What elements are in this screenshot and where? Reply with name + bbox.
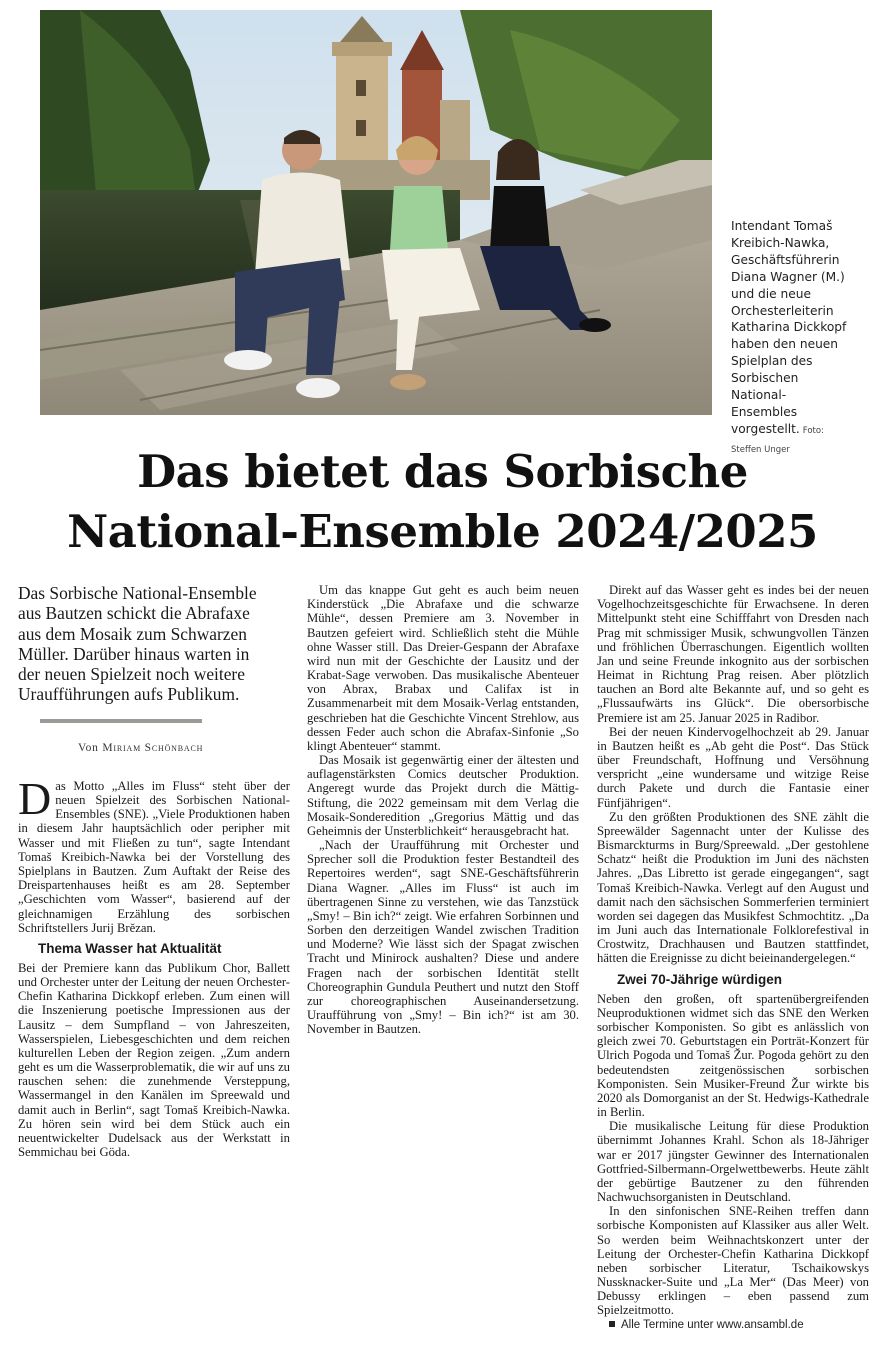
article-paragraph-9: Neben den großen, oft spartenübergreifenden Neuproduktionen widmet sich das SNE den Werken sorbischer Komponisten. So gibt es anlässlich von gleich zwei 70. Geburtstagen ein Porträt-Konzert für Ulrich Pogoda und Tomaš Žur. Pogoda gehört zu den bedeutendsten zeitgenössischen sorbischen Komponisten. Sein Musiker-Freund Žur wirkte bis 2020 als Domorganist an der St. Hedwigs-Kathedrale in Berlin. xyxy=(597,991,869,1120)
article-paragraph-1 xyxy=(18,772,290,935)
dates-footer-text: Alle Termine unter www.ansambl.de xyxy=(621,1318,804,1331)
article-photo xyxy=(40,10,712,415)
article-column-1 xyxy=(18,583,290,1159)
article-paragraph-8: Zu den größten Produktionen des SNE zählt die Spreewälder Sagennacht unter der Kulisse des Bismarckturms in Burg/Spreewald. „Der gestohlene Schatz“ heißt die Produktion im Juni des nächsten Jahres. „Das Libretto ist gerade eingegangen“, sagt Tomaš Kreibich-Nawka. Verlegt auf den August und damit nach den sächsischen Sommerferien terminiert worden sei dagegen das Musikfest Schmochtitz. „Da im Juni auch das Internationale Folklorefestival in Crostwitz, Drachhausen und Bautzen stattfindet, hätten die Ereignisse zu dicht beieinandergelegen.“ xyxy=(597,809,869,966)
photo-caption xyxy=(731,218,851,459)
photo-credit: Foto: Steffen Unger xyxy=(731,425,824,455)
article-paragraph-10: Die musikalische Leitung für diese Produktion übernimmt Johannes Krahl. Schon als 18-Jähriger war er 2017 jüngster Gewinner des Internationalen Gottfried-Silbermann-Orgelwettbewerbs. Heute zählt der gebürtige Bautzener zu den führenden Nachwuchsorganisten in Deutschland. xyxy=(597,1119,869,1205)
subhead-water: Thema Wasser hat Aktualität xyxy=(38,940,222,956)
article-column-3 xyxy=(597,583,869,1332)
byline-prefix: Von xyxy=(78,741,103,754)
article-paragraph-3: Um das knappe Gut geht es auch beim neuen Kinderstück „Die Abrafaxe und die schwarze Mühle“, dessen Premiere am 3. November in Bautzen gefeiert wird. Schließlich steht die Mühle ohne Wasser still. Das Dreier-Gespann der Abrafaxe wird nun mit der Geschichte der Lausitz und der Krabat-Sage verwoben. Das musikalische Abenteuer von Abrax, Brabax und Califax ist in Zusammenarbeit mit dem Mosaik-Verlag entstanden, geschrieben hat die Geschichte Vincent Strehlow, aus dessen Feder auch schon die Abrafax-Sinfonie „So klingt Abenteuer“ stammt. xyxy=(307,583,579,753)
lead-divider xyxy=(40,719,202,723)
byline-author: Miriam Schönbach xyxy=(102,741,204,754)
dates-footer-note xyxy=(597,1318,869,1332)
bullet-square-icon xyxy=(609,1321,615,1327)
caption-text: Intendant Tomaš Kreibich-Nawka, Geschäftsführerin Diana Wagner (M.) und die neue Orchesterleiterin Katharina Dickkopf haben den neuen Spielplan des Sorbischen National-Ensembles vorgestellt. xyxy=(731,219,847,436)
article-paragraph-4: Das Mosaik ist gegenwärtig einer der ältesten und auflagenstärksten Comics deutscher Produktion. Angeregt wurde das Projekt durch die Mättig-Stiftung, die 2022 gemeinsam mit dem Verlag die Mosaik-Sonderedition „Gregorius Mättig und das Geheimnis der Unsterblichkeit“ herausgebracht hat. xyxy=(307,753,579,838)
subhead-seventy: Zwei 70-Jährige würdigen xyxy=(617,971,783,987)
drop-cap: D xyxy=(18,772,52,824)
photo-illustration xyxy=(40,10,712,415)
article-paragraph-11: In den sinfonischen SNE-Reihen treffen dann sorbische Komponisten auf Klassiker aus aller Welt. So werden beim Weihnachtskonzert unter der Leitung der Orchester-Chefin Katharina Dickkopf neben sorbischer Literatur, Tschaikowskys Nussknacker-Suite und „La Mer“ (Das Meer) von Debussy erklingen – eben passend zum Spielzeitmotto. xyxy=(597,1204,869,1318)
article-headline xyxy=(20,442,865,562)
article-paragraph-2: Bei der Premiere kann das Publikum Chor, Ballett und Orchester unter der Leitung der neuen Orchester-Chefin Katharina Dickkopf erleben. Zum einen will die Inszenierung poetische Impressionen aus der Lausitz – dem Sumpfland – von Jahreszeiten, Wasserspielen, Liebesgeschichten und dem reichen kulturellen Leben der Region zeigen. „Zum andern geht es um die Wasserproblematik, die wir auf uns zu rauschen sehen: die zunehmende Versteppung, Wassermangel in den Kanälen im Spreewald und damit auch in Berlin“, sagt Tomaš Kreibich-Nawka. Zu hören sein wird bei dem Stück auch ein neuentwickelter Dudelsack aus der Werkstatt in Semmichau bei Göda. xyxy=(18,960,290,1160)
headline-line-1: Das bietet das Sorbische xyxy=(137,445,748,498)
article-paragraph-5: „Nach der Uraufführung mit Orchester und Sprecher soll die Produktion fester Bestandteil des Repertoires werden“, sagt SNE-Geschäftsführerin Diana Wagner. „Alles im Fluss“ ist auch im übertragenen Sinne zu verstehen, wie das Tanzstück „Smy! – Bin ich?“ zeigt. Wie erfahren Sorbinnen und Sorben den derzeitigen Wandel zwischen Tradition und Moderne? Wie lässt sich der Spagat zwischen Tracht und Minirock aushalten? Diese und andere Fragen nach der sorbischen Identität stellt Choreographin Gundula Peuthert und nutzt den Stoff zur choreographischen Auseinandersetzung. Uraufführung von „Smy! – Bin ich?“ ist am 30. November in Bautzen. xyxy=(307,838,579,1037)
headline-line-2: National-Ensemble 2024/2025 xyxy=(67,505,818,558)
article-column-2 xyxy=(307,583,579,1037)
article-paragraph-7: Bei der neuen Kindervogelhochzeit ab 29. Januar in Bautzen heißt es „Ab geht die Post“. Das Stück über Freundschaft, Hoffnung und Versöhnung verspricht „eine wundersame und witzige Reise durch Pakete und durch die Fantasie einer Fünfjährigen“. xyxy=(597,724,869,810)
article-paragraph-6: Direkt auf das Wasser geht es indes bei der neuen Vogelhochzeitsgeschichte für Erwachsene. In deren Mittelpunkt steht eine Schifffahrt von Dresden nach Prag mit schmissiger Musik, schwungvollen Tänzen und fröhlichen Überraschungen. Eigentlich wollten Jan und seine Freunde inkognito aus der sorbischen Heimat in Richtung Prag reisen. Aber plötzlich tauchen an Bord alte Bekannte auf, und so geht es „Flussaufwärts ins Glück“. Die obersorbische Premiere ist am 25. Januar 2025 in Radibor. xyxy=(597,583,869,725)
article-byline xyxy=(78,741,290,755)
article-lead: Das Sorbische National-Ensemble aus Bautzen schickt die Abrafaxe aus dem Mosaik zum Schwarzen Müller. Darüber hinaus warten in der neuen Spielzeit noch weitere Uraufführungen aufs Publikum. xyxy=(18,583,257,705)
paragraph-1-text: as Motto „Alles im Fluss“ steht über der neuen Spielzeit des Sorbischen National-Ensembles (SNE). „Viele Produktionen haben in diesem Jahr hauptsächlich oder peripher mit Wasser und mit Fließen zu tun“, sagte Intendant Tomaš Kreibich-Nawka bei der Vorstellung des Spielplans in Bautzen. Zum Auftakt der Reise des Dreispartenhauses heißt es am 28. September „Geschichten vom Wasser“, basierend auf der gleichnamigen Erzählung des sorbischen Schriftstellers Jurij Brězan. xyxy=(18,778,290,935)
